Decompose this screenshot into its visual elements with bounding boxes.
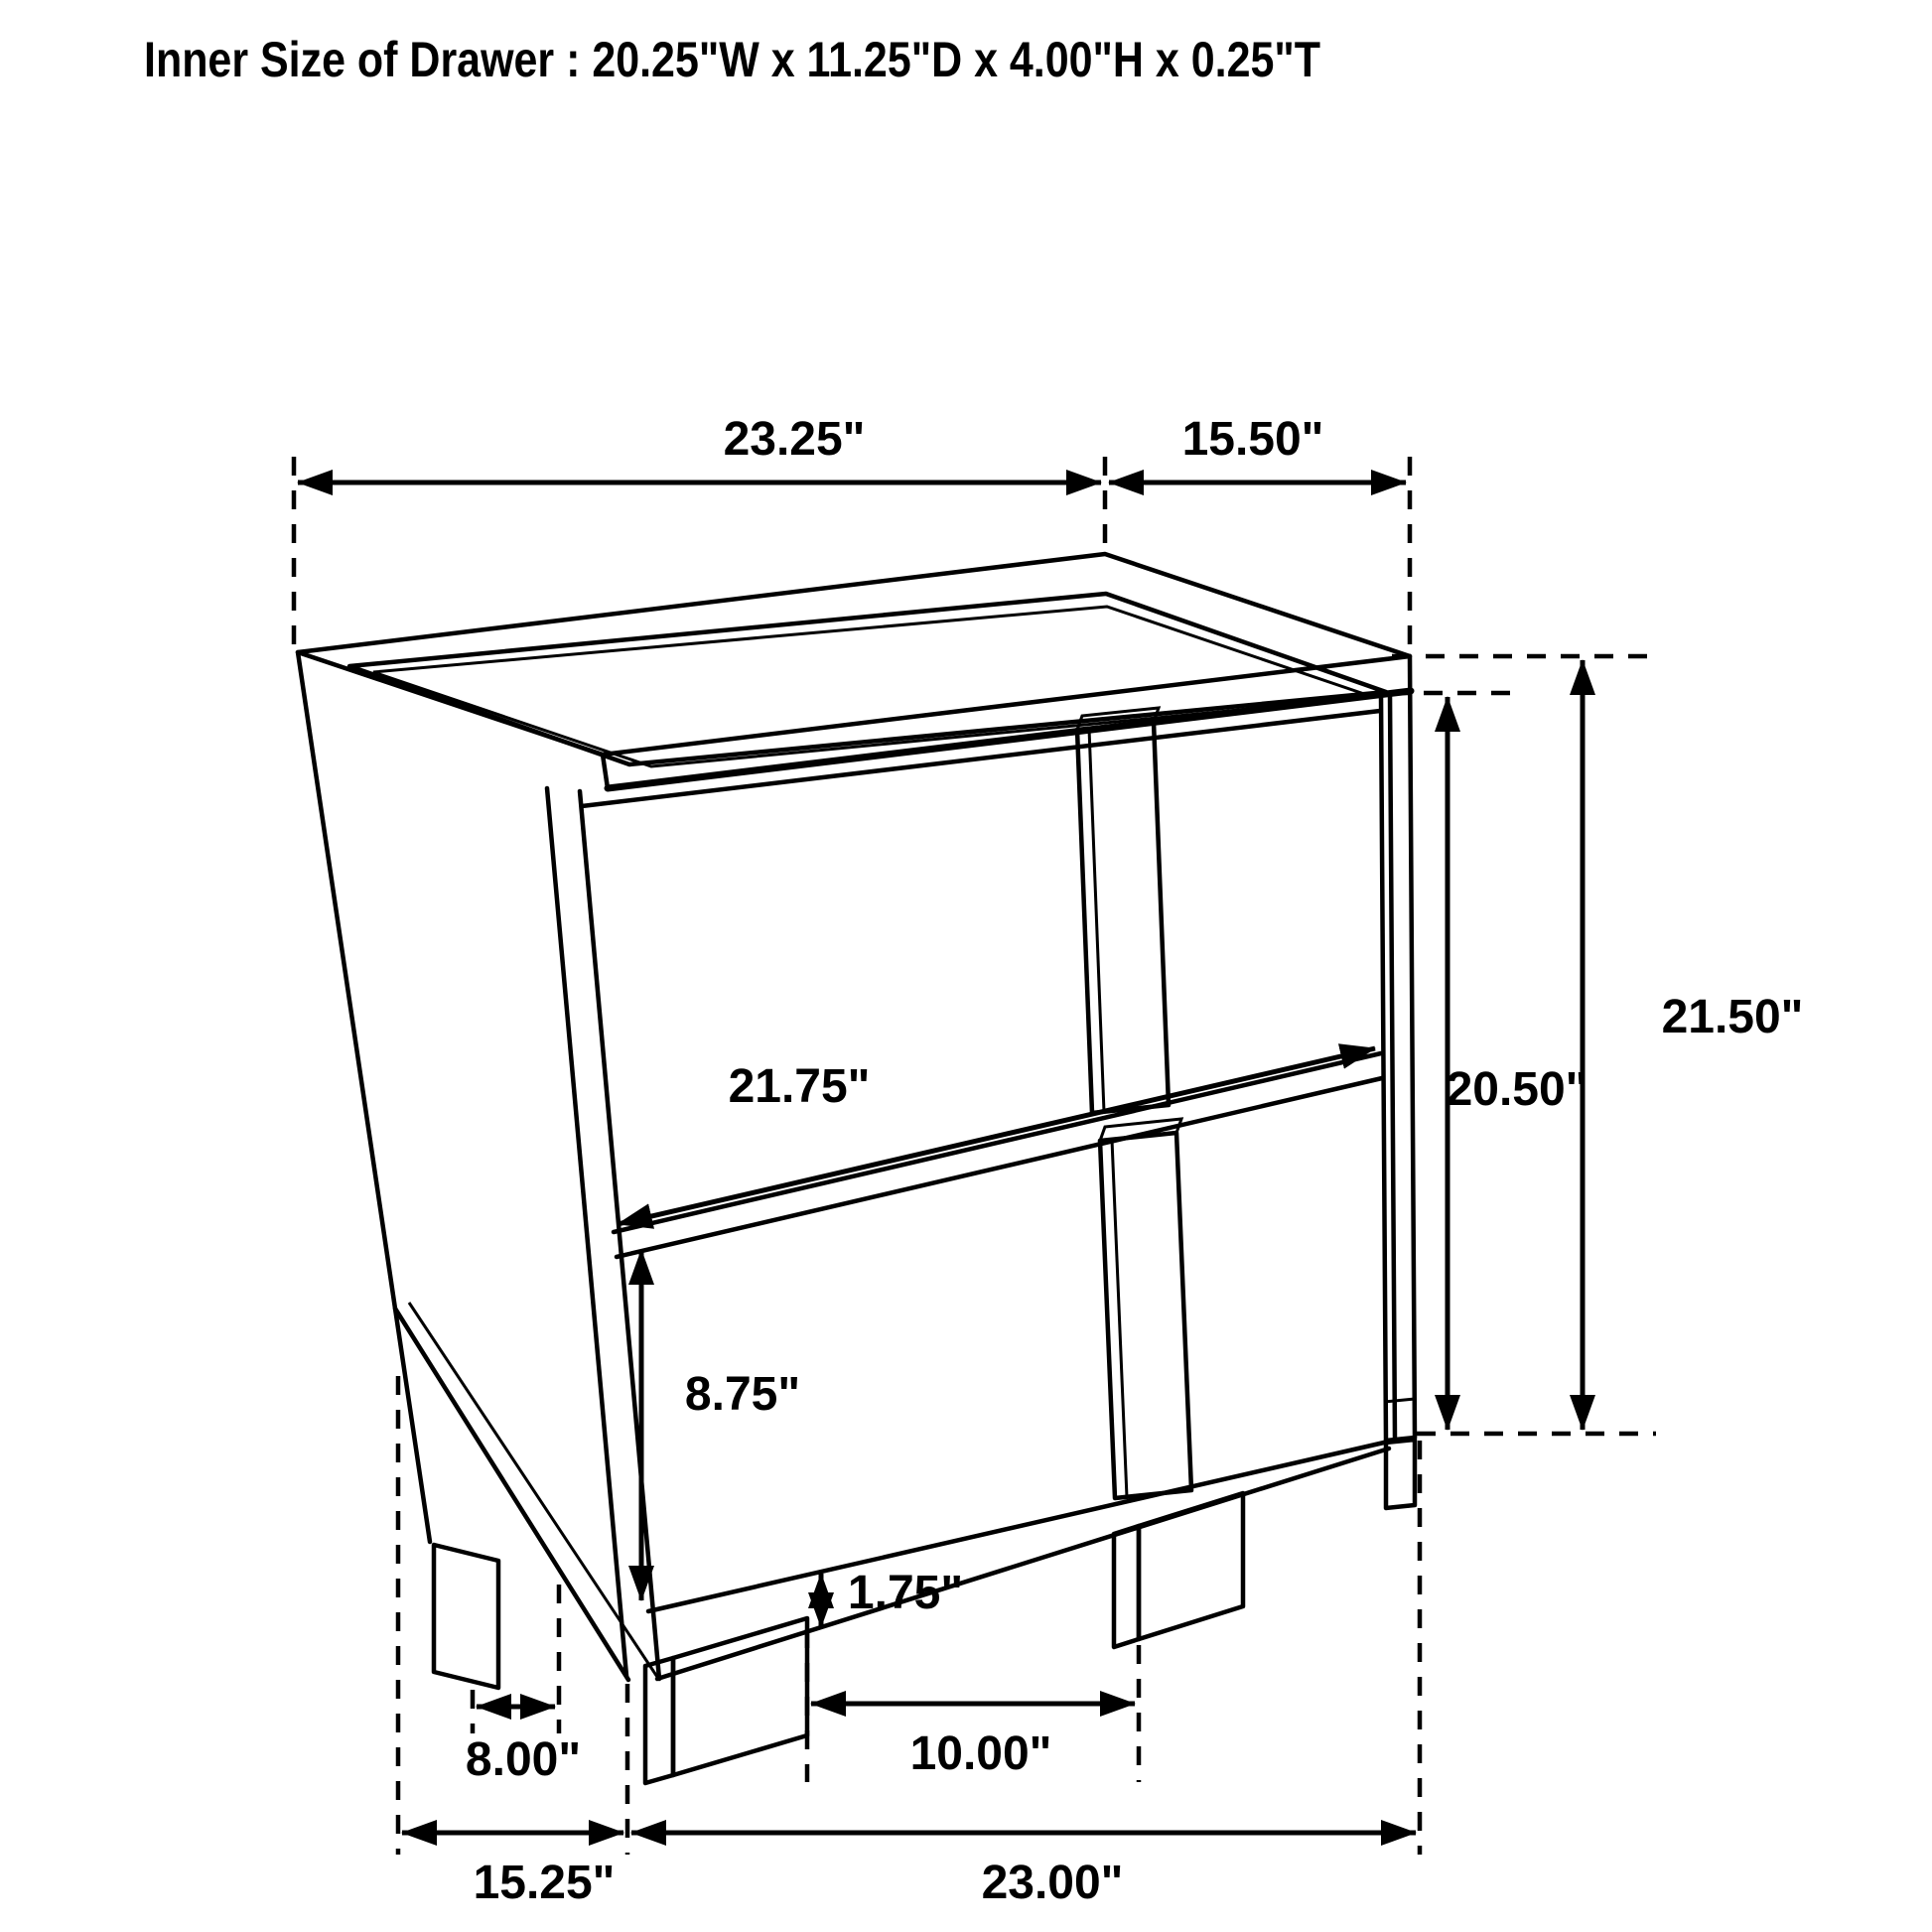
dimension-top-depth bbox=[1109, 413, 1410, 650]
dim-label-bottom-rail: 1.75" bbox=[847, 1567, 964, 1619]
band-left-end bbox=[603, 755, 608, 788]
dim-label-top-width: 23.25" bbox=[723, 413, 866, 466]
dim-label-overall-height: 21.50" bbox=[1661, 991, 1804, 1043]
front-left-corner-edge-b bbox=[580, 791, 659, 1679]
front-face bbox=[582, 711, 1389, 1679]
back-left-leg bbox=[434, 1545, 498, 1688]
front-right-corner-edge-b bbox=[1390, 693, 1395, 1440]
right-side-panel bbox=[1381, 656, 1415, 1441]
dim-label-side-leg-spacing: 8.00" bbox=[465, 1733, 582, 1786]
front-right-leg-front bbox=[1139, 1493, 1243, 1639]
dim-label-front-leg-spacing: 10.00" bbox=[909, 1727, 1052, 1780]
front-right-leg-side bbox=[1114, 1526, 1139, 1647]
cabinet-bottom-front-edge bbox=[657, 1449, 1389, 1679]
front-left-leg-front bbox=[673, 1618, 807, 1775]
drawer2-bottom-edge bbox=[648, 1443, 1384, 1611]
left-outer-edge bbox=[298, 652, 430, 1542]
dim-label-drawer-width: 21.75" bbox=[728, 1060, 871, 1113]
cabinet-top-face bbox=[298, 554, 1410, 766]
dimension-front-leg-spacing bbox=[807, 1629, 1139, 1782]
dim-label-drawer-front-height: 8.75" bbox=[684, 1368, 801, 1421]
dim-label-top-depth: 15.50" bbox=[1181, 413, 1324, 466]
dimension-drawer-front-height bbox=[641, 1250, 800, 1600]
left-side-panel bbox=[298, 652, 659, 1680]
front-right-corner-edge-a bbox=[1381, 695, 1386, 1441]
dim-label-base-depth: 15.25" bbox=[473, 1857, 616, 1909]
dimension-heights bbox=[1390, 656, 1803, 1434]
dimension-top-width bbox=[294, 413, 1105, 645]
diagram-title: Inner Size of Drawer : 20.25"W x 11.25"D x 4.00"H x 0.25"T bbox=[144, 32, 1320, 87]
dimension-bottom-rail bbox=[821, 1567, 963, 1627]
dim-label-base-width: 23.00" bbox=[981, 1857, 1124, 1909]
right-side-base-line bbox=[1384, 1399, 1415, 1402]
dim-label-case-height: 20.50" bbox=[1446, 1063, 1588, 1116]
left-base-front-edge bbox=[395, 1309, 628, 1680]
dimension-drawer-width bbox=[618, 1048, 1375, 1224]
right-outer-edge bbox=[1410, 656, 1415, 1438]
dimension-base bbox=[398, 1376, 1420, 1909]
